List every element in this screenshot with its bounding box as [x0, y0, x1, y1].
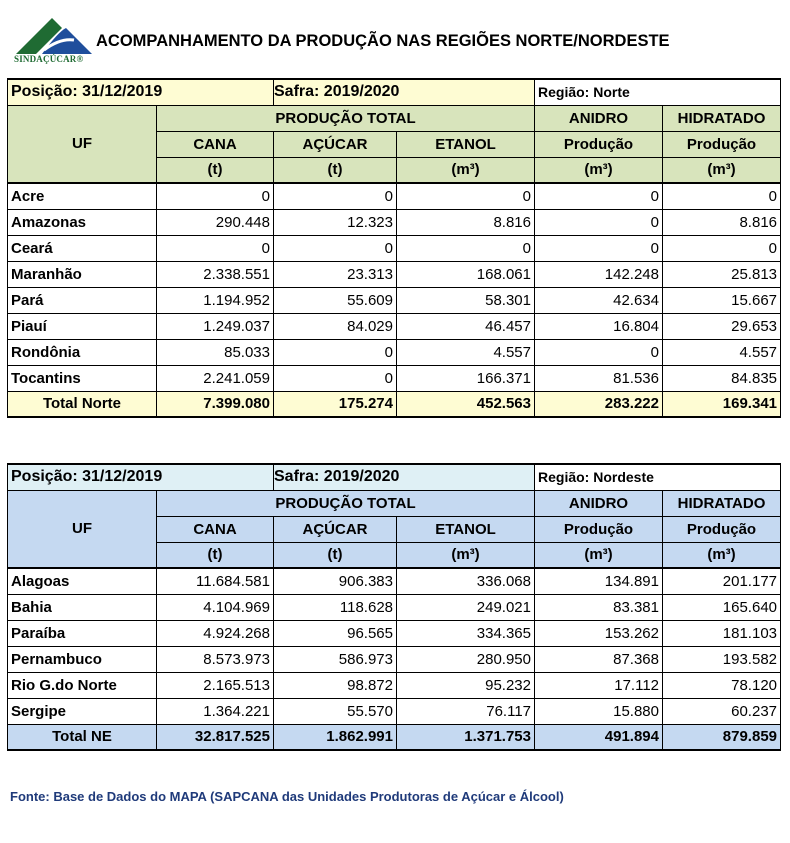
- hidratado-cell: 84.835: [663, 365, 781, 391]
- uf-cell: Piauí: [8, 313, 157, 339]
- ne-safra: Safra: 2019/2020: [274, 464, 535, 490]
- anidro-cell: 81.536: [535, 365, 663, 391]
- cana-cell: 2.338.551: [157, 261, 274, 287]
- ne-total-row: [8, 724, 781, 750]
- etanol-header: ETANOL: [397, 516, 535, 542]
- hidratado-header: HIDRATADO: [663, 105, 781, 131]
- etanol-unit: (m³): [397, 157, 535, 183]
- anidro-unit: (m³): [535, 542, 663, 568]
- uf-cell: Rio G.do Norte: [8, 672, 157, 698]
- acucar-cell: 0: [274, 183, 397, 209]
- uf-cell: Maranhão: [8, 261, 157, 287]
- table-row: [8, 365, 781, 391]
- producao-total-header: PRODUÇÃO TOTAL: [157, 105, 535, 131]
- norte-total-row: [8, 391, 781, 417]
- acucar-unit: (t): [274, 157, 397, 183]
- acucar-cell: 84.029: [274, 313, 397, 339]
- acucar-cell: 0: [274, 365, 397, 391]
- logo-mark-icon: [14, 14, 94, 56]
- etanol-cell: 280.950: [397, 646, 535, 672]
- etanol-cell: 0: [397, 235, 535, 261]
- uf-cell: Tocantins: [8, 365, 157, 391]
- norte-safra: Safra: 2019/2020: [274, 79, 535, 105]
- acucar-cell: 906.383: [274, 568, 397, 594]
- acucar-cell: 118.628: [274, 594, 397, 620]
- etanol-cell: 58.301: [397, 287, 535, 313]
- total-anidro: 283.222: [535, 391, 663, 417]
- cana-cell: 1.364.221: [157, 698, 274, 724]
- etanol-cell: 76.117: [397, 698, 535, 724]
- anidro-cell: 134.891: [535, 568, 663, 594]
- cana-cell: 8.573.973: [157, 646, 274, 672]
- acucar-header: AÇÚCAR: [274, 131, 397, 157]
- hidratado-cell: 60.237: [663, 698, 781, 724]
- hidratado-unit: (m³): [663, 542, 781, 568]
- acucar-cell: 586.973: [274, 646, 397, 672]
- acucar-cell: 55.570: [274, 698, 397, 724]
- hidratado-cell: 0: [663, 235, 781, 261]
- uf-cell: Ceará: [8, 235, 157, 261]
- source-footnote: Fonte: Base de Dados do MAPA (SAPCANA das Unidades Produtoras de Açúcar e Álcool): [10, 789, 564, 804]
- etanol-cell: 334.365: [397, 620, 535, 646]
- uf-header: UF: [8, 490, 157, 568]
- uf-cell: Paraíba: [8, 620, 157, 646]
- acucar-cell: 0: [274, 235, 397, 261]
- table-row: [8, 568, 781, 594]
- hidratado-cell: 15.667: [663, 287, 781, 313]
- table-row: [8, 339, 781, 365]
- total-cana: 32.817.525: [157, 724, 274, 750]
- uf-cell: Sergipe: [8, 698, 157, 724]
- hidratado-unit: (m³): [663, 157, 781, 183]
- etanol-cell: 95.232: [397, 672, 535, 698]
- norte-posicao: Posição: 31/12/2019: [8, 79, 274, 105]
- cana-unit: (t): [157, 542, 274, 568]
- total-etanol: 452.563: [397, 391, 535, 417]
- nordeste-table: [7, 463, 781, 751]
- uf-cell: Rondônia: [8, 339, 157, 365]
- anidro-cell: 142.248: [535, 261, 663, 287]
- hidratado-cell: 8.816: [663, 209, 781, 235]
- hidratado-cell: 29.653: [663, 313, 781, 339]
- uf-cell: Amazonas: [8, 209, 157, 235]
- hidratado-cell: 181.103: [663, 620, 781, 646]
- hidratado-cell: 0: [663, 183, 781, 209]
- report-header: [10, 14, 780, 66]
- cana-header: CANA: [157, 131, 274, 157]
- page-title: ACOMPANHAMENTO DA PRODUÇÃO NAS REGIÕES NORTE/NORDESTE: [96, 32, 670, 50]
- anidro-cell: 17.112: [535, 672, 663, 698]
- table-row: [8, 183, 781, 209]
- total-label: Total Norte: [8, 391, 157, 417]
- anidro-producao-header: Produção: [535, 131, 663, 157]
- table-row: [8, 235, 781, 261]
- cana-header: CANA: [157, 516, 274, 542]
- uf-cell: Pará: [8, 287, 157, 313]
- acucar-cell: 98.872: [274, 672, 397, 698]
- total-acucar: 175.274: [274, 391, 397, 417]
- hidratado-cell: 25.813: [663, 261, 781, 287]
- acucar-cell: 55.609: [274, 287, 397, 313]
- total-label: Total NE: [8, 724, 157, 750]
- hidratado-cell: 4.557: [663, 339, 781, 365]
- hidratado-producao-header: Produção: [663, 516, 781, 542]
- table-row: [8, 209, 781, 235]
- etanol-cell: 46.457: [397, 313, 535, 339]
- logo-text: SINDAÇÚCAR®: [14, 54, 84, 64]
- norte-regiao: Região: Norte: [535, 79, 781, 105]
- anidro-cell: 0: [535, 339, 663, 365]
- cana-cell: 4.104.969: [157, 594, 274, 620]
- norte-table: [7, 78, 781, 418]
- cana-cell: 85.033: [157, 339, 274, 365]
- etanol-cell: 8.816: [397, 209, 535, 235]
- producao-total-header: PRODUÇÃO TOTAL: [157, 490, 535, 516]
- cana-cell: 0: [157, 183, 274, 209]
- anidro-cell: 83.381: [535, 594, 663, 620]
- etanol-header: ETANOL: [397, 131, 535, 157]
- anidro-cell: 16.804: [535, 313, 663, 339]
- etanol-cell: 336.068: [397, 568, 535, 594]
- acucar-cell: 23.313: [274, 261, 397, 287]
- anidro-cell: 153.262: [535, 620, 663, 646]
- etanol-unit: (m³): [397, 542, 535, 568]
- anidro-cell: 0: [535, 209, 663, 235]
- hidratado-cell: 165.640: [663, 594, 781, 620]
- anidro-header: ANIDRO: [535, 105, 663, 131]
- anidro-producao-header: Produção: [535, 516, 663, 542]
- cana-cell: 290.448: [157, 209, 274, 235]
- total-cana: 7.399.080: [157, 391, 274, 417]
- etanol-cell: 4.557: [397, 339, 535, 365]
- norte-position-row: [8, 79, 781, 105]
- total-hidratado: 879.859: [663, 724, 781, 750]
- cana-cell: 0: [157, 235, 274, 261]
- anidro-header: ANIDRO: [535, 490, 663, 516]
- uf-cell: Bahia: [8, 594, 157, 620]
- cana-cell: 1.249.037: [157, 313, 274, 339]
- table-row: [8, 261, 781, 287]
- cana-cell: 2.165.513: [157, 672, 274, 698]
- anidro-cell: 87.368: [535, 646, 663, 672]
- table-row: [8, 672, 781, 698]
- total-hidratado: 169.341: [663, 391, 781, 417]
- anidro-unit: (m³): [535, 157, 663, 183]
- table-row: [8, 313, 781, 339]
- etanol-cell: 0: [397, 183, 535, 209]
- etanol-cell: 166.371: [397, 365, 535, 391]
- cana-cell: 2.241.059: [157, 365, 274, 391]
- anidro-cell: 0: [535, 235, 663, 261]
- uf-cell: Acre: [8, 183, 157, 209]
- hidratado-cell: 201.177: [663, 568, 781, 594]
- uf-cell: Alagoas: [8, 568, 157, 594]
- hidratado-cell: 78.120: [663, 672, 781, 698]
- ne-position-row: [8, 464, 781, 490]
- ne-regiao: Região: Nordeste: [535, 464, 781, 490]
- table-row: [8, 698, 781, 724]
- acucar-header: AÇÚCAR: [274, 516, 397, 542]
- anidro-cell: 0: [535, 183, 663, 209]
- anidro-cell: 42.634: [535, 287, 663, 313]
- table-row: [8, 287, 781, 313]
- hidratado-cell: 193.582: [663, 646, 781, 672]
- acucar-cell: 0: [274, 339, 397, 365]
- etanol-cell: 168.061: [397, 261, 535, 287]
- ne-posicao: Posição: 31/12/2019: [8, 464, 274, 490]
- table-row: [8, 646, 781, 672]
- anidro-cell: 15.880: [535, 698, 663, 724]
- table-row: [8, 620, 781, 646]
- cana-cell: 1.194.952: [157, 287, 274, 313]
- hidratado-producao-header: Produção: [663, 131, 781, 157]
- cana-cell: 11.684.581: [157, 568, 274, 594]
- hidratado-header: HIDRATADO: [663, 490, 781, 516]
- acucar-unit: (t): [274, 542, 397, 568]
- uf-header: UF: [8, 105, 157, 183]
- table-row: [8, 594, 781, 620]
- acucar-cell: 96.565: [274, 620, 397, 646]
- etanol-cell: 249.021: [397, 594, 535, 620]
- total-anidro: 491.894: [535, 724, 663, 750]
- cana-unit: (t): [157, 157, 274, 183]
- total-etanol: 1.371.753: [397, 724, 535, 750]
- total-acucar: 1.862.991: [274, 724, 397, 750]
- uf-cell: Pernambuco: [8, 646, 157, 672]
- acucar-cell: 12.323: [274, 209, 397, 235]
- sindacucar-logo: [14, 14, 100, 66]
- cana-cell: 4.924.268: [157, 620, 274, 646]
